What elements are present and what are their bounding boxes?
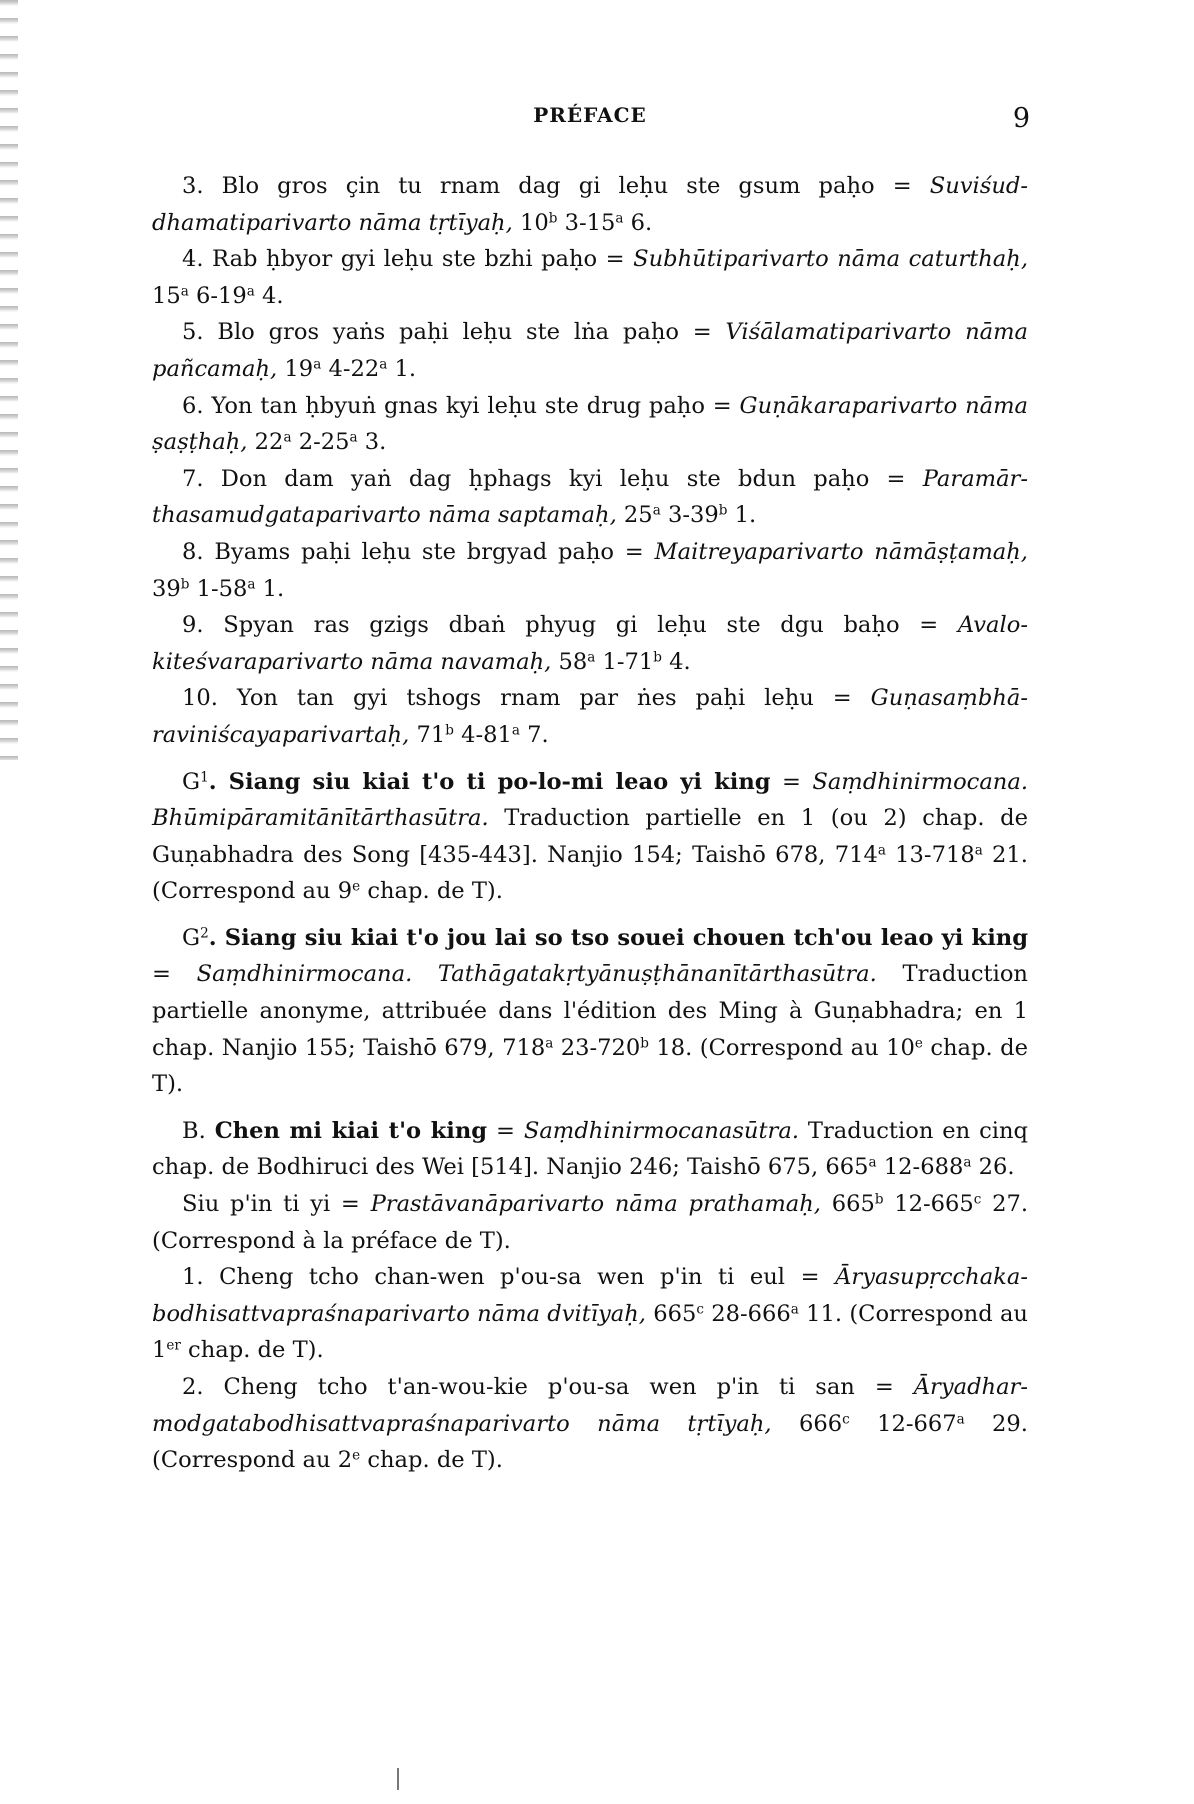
entry-5: 5. Blo gros yaṅs paḥi leḥu ste lṅa paḥo = Viśālamatiparivarto nāma pañcamaḥ, 19$^a$ 4-22$^a$ 1.: [152, 319, 1028, 382]
entry-siu: Siu p'in ti yi = Prastāvanāparivarto nāma prathamaḥ, 665$^b$ 12-665$^c$ 27. (Correspond à la préface de T).: [152, 1191, 1029, 1254]
entry-b: B. Chen mi kiai t'o king = Saṃdhinirmocanasūtra. Traduction en cinq chap. de Bodhiruci des Wei [514]. Nanjio 246; Taishō 675, 665$^a$ 12-688$^a$ 26.: [152, 1117, 1029, 1181]
entry-g1: $G^1$. Siang siu kiai t'o ti po-lo-mi leao yi king = Saṃdhinirmocana. Bhūmipāramitānītārthasūtra. Traduction partielle en 1 (ou 2) chap. de Guṇabhadra des Song [435-443]. Nanjio 154; Taishō 678, 714$^a$ 13-718$^a$ 21. (Correspond au 9e chap. de T).: [152, 768, 1029, 905]
page-body: [152, 168, 1028, 1479]
entry-cheng-1: 1. Cheng tcho chan-wen p'ou-sa wen p'in ti eul = Āryasupṛcchakabodhisattvapraśnaparivarto nāma dvitīyaḥ, 665$^c$ 28-666$^a$ 11. (Correspond au 1er chap. de T).: [152, 1264, 1028, 1364]
page-number: 9: [1012, 103, 1030, 134]
entry-3: 3. Blo gros çin tu rnam dag gi leḥu ste gsum paḥo = Suviśuddhamatiparivarto nāma tṛtīyaḥ, 10$^b$ 3-15$^a$ 6.: [152, 173, 1028, 236]
scan-edge-artifact: [0, 0, 18, 760]
entry-8: 8. Byams paḥi leḥu ste brgyad paḥo = Maitreyaparivarto nāmāṣṭamaḥ, 39$^b$ 1-58$^a$ 1.: [152, 538, 1028, 602]
page-title: PRÉFACE: [533, 103, 647, 127]
entry-7: 7. Don dam yaṅ dag ḥphags kyi leḥu ste bdun paḥo = Paramārthasamudgataparivarto nāma saptamaḥ, 25$^a$ 3-39$^b$ 1.: [152, 465, 1028, 529]
entry-6: 6. Yon tan ḥbyuṅ gnas kyi leḥu ste drug paḥo = Guṇākaraparivarto nāma ṣaṣṭhaḥ, 22$^a$ 2-25$^a$ 3.: [152, 392, 1029, 456]
entry-4: 4. Rab ḥbyor gyi leḥu ste bzhi paḥo = Subhūtiparivarto nāma caturthaḥ, 15$^a$ 6-19$^a$ 4.: [152, 246, 1029, 309]
entry-9: 9. Spyan ras gzigs dbaṅ phyug gi leḥu ste dgu baḥo = Avalokiteśvaraparivarto nāma navamaḥ, 58$^a$ 1-71$^b$ 4.: [152, 612, 1028, 675]
scan-mark: [397, 1768, 399, 1790]
running-header: [150, 103, 1030, 143]
entry-g2: $G^2$. Siang siu kiai t'o jou lai so tso souei chouen tch'ou leao yi king = Saṃdhinirmocana. Tathāgatakṛtyānuṣṭhānanītārthasūtra. Traduction partielle anonyme, attribuée dans l'édition des Ming à Guṇabhadra; en 1 chap. Nanjio 155; Taishō 679, 718$^a$ 23-720$^b$ 18. (Correspond au 10e chap. de T).: [152, 924, 1028, 1098]
entry-10: 10. Yon tan gyi tshogs rnam par ṅes paḥi leḥu = Guṇasaṃbhāraviniścayaparivartaḥ, 71$^b$ 4-81$^a$ 7.: [152, 685, 1028, 748]
entry-cheng-2: 2. Cheng tcho t'an-wou-kie p'ou-sa wen p'in ti san = Āryadharmodgatabodhisattvapraśnaparivarto nāma tṛtīyaḥ, 666$^c$ 12-667$^a$ 29. (Correspond au 2e chap. de T).: [152, 1374, 1028, 1474]
